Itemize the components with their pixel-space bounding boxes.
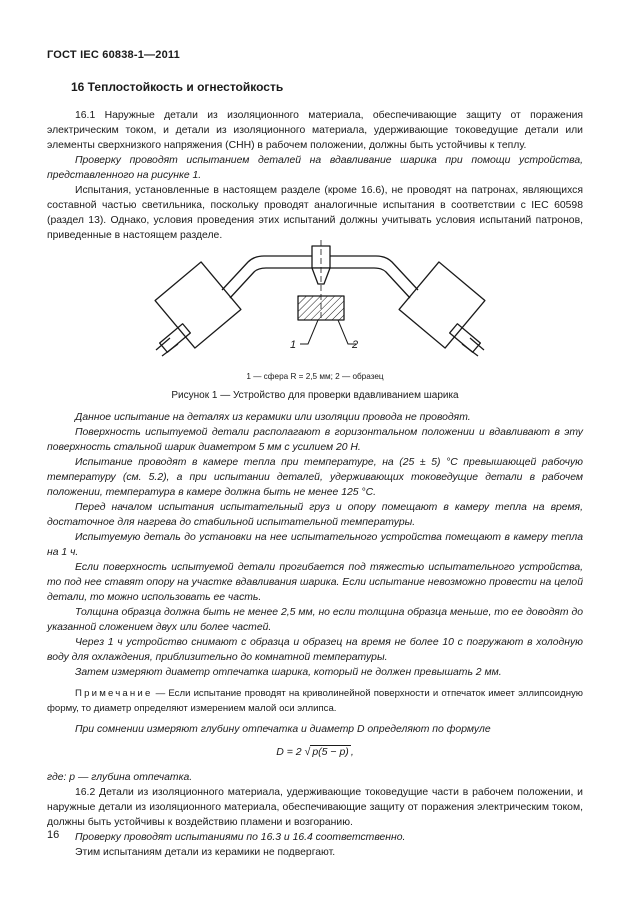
document-header: ГОСТ IEC 60838-1—2011 <box>47 49 180 61</box>
section-title: 16 Теплостойкость и огнестойкость <box>71 80 284 94</box>
note <box>47 686 583 716</box>
paragraph-ceramic-exempt: Этим испытаниям детали из керамики не подвергают. <box>75 847 336 858</box>
text-block-top <box>47 108 583 243</box>
text-block-bottom <box>47 410 583 860</box>
figure-caption: Рисунок 1 — Устройство для проверки вдавливанием шарика <box>171 390 459 401</box>
left-weight-block <box>155 262 241 356</box>
paragraph-surface: Поверхность испытуемой детали располагают в горизонтальном положении и вдавливают в эту поверхность стальной шарик диаметром 5 мм с усилием 20 Н. <box>47 427 583 453</box>
figure-label-2: 2 <box>352 339 359 351</box>
paragraph-temperature: Испытание проводят в камере тепла при температуре, на (25 ± 5) °С превышающей рабочую температуру (см. 5.2), а при испытании деталей, удерживающих токоведущие детали в рабочем положении, температура в камере должна быть не менее 125 °С. <box>47 457 583 498</box>
paragraph-16-1: 16.1 Наружные детали из изоляционного материала, обеспечивающие защиту от поражения электрическим током, и детали из изоляционного материала, удерживающие токоведущие детали или элементы сверхнизкого напряжения (СНН) в рабочем положении, должны быть устойчивы к теплу. <box>47 110 583 151</box>
formula-radicand: p(5 − p) <box>312 746 349 758</box>
formula-left: D = 2 <box>276 746 302 758</box>
paragraph-sample-heat: Испытуемую деталь до установки на нее испытательного устройства помещают в камеру тепла на 1 ч. <box>47 532 583 558</box>
paragraph-exclusions: Испытания, установленные в настоящем разделе (кроме 16.6), не проводят на патронах, являющихся составной частью светильника, поскольку проводят аналогичные испытания в соответствии с IEC 60598 (раздел 13). Однако, условия проведения этих испытаний должны учитывать условия испытаний патронов, приведенные в настоящем разделе. <box>47 185 583 241</box>
paragraph-preheat: Перед началом испытания испытательный груз и опору помещают в камеру тепла на время, достаточное для нагрева до стабильной испытательной температуры. <box>47 502 583 528</box>
formula: D = 2 √ p(5 − p) , <box>276 746 354 758</box>
note-label: Примечание <box>75 688 153 699</box>
note-text: — Если испытание проводят на криволинейной поверхности и отпечаток имеет эллипсоидную форму, то диаметр определяют измерением малой оси эллипса. <box>47 688 583 714</box>
formula-end: , <box>350 746 354 758</box>
sample <box>298 296 344 320</box>
page-number: 16 <box>47 829 60 841</box>
paragraph-check-16-3: Проверку проводят испытаниями по 16.3 и 16.4 соответственно. <box>75 832 406 843</box>
paragraph-where: где: p — глубина отпечатка. <box>47 772 193 783</box>
paragraph-16-2: 16.2 Детали из изоляционного материала, удерживающие токоведущие части в рабочем положении, и наружные детали из изоляционного материала, обеспечивающие защиту от поражения электрическим током, должны быть устойчивы к воздействию пламени и возгоранию. <box>47 787 583 828</box>
paragraph-support: Если поверхность испытуемой детали прогибается под тяжестью испытательного устройства, то под нее ставят опору на участке вдавливания шарика. Если испытание невозможно провести на целой детали, то можно использовать ее часть. <box>47 562 583 603</box>
paragraph-check-method: Проверку проводят испытанием деталей на вдавливание шарика при помощи устройства, представленного на рисунке 1. <box>47 155 583 181</box>
paragraph-cooling: Через 1 ч устройство снимают с образца и образец на время не более 10 с погружают в холодную воду для охлаждения, приблизительно до комнатной температуры. <box>47 637 583 663</box>
paragraph-ceramic: Данное испытание на деталях из керамики или изоляции провода не проводят. <box>75 412 471 423</box>
paragraph-doubt: При сомнении измеряют глубину отпечатка и диаметр D определяют по формуле <box>75 724 491 735</box>
paragraph-thickness: Толщина образца должна быть не менее 2,5 мм, но если толщина образца меньше, то ее доводят до указанной сложением двух или более частей. <box>47 607 583 633</box>
right-weight-block <box>399 262 485 356</box>
figure-label-1: 1 <box>290 339 297 351</box>
paragraph-measure: Затем измеряют диаметр отпечатка шарика, который не должен превышать 2 мм. <box>75 667 502 678</box>
figure-legend: 1 — сфера R = 2,5 мм; 2 — образец <box>246 372 384 381</box>
ball-pressure-apparatus-figure <box>150 240 490 370</box>
